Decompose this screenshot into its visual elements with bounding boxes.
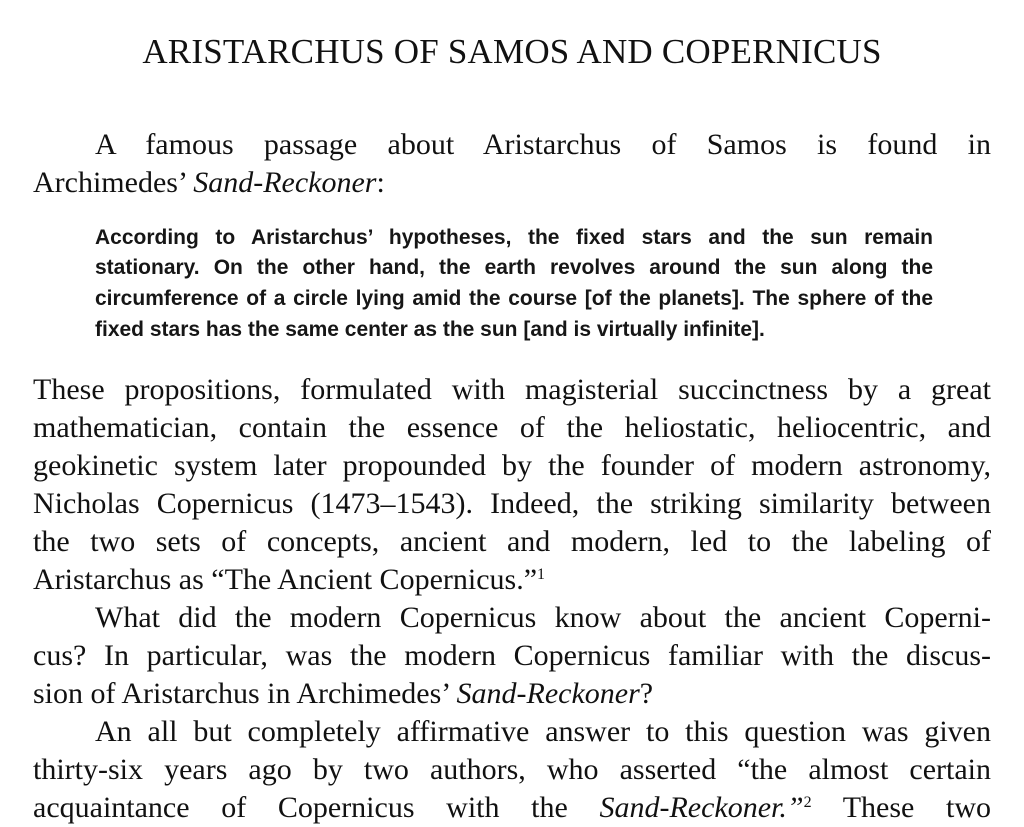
para3-end-text: These two bbox=[811, 791, 991, 824]
intro-work-title: Sand-Reckoner bbox=[193, 166, 377, 199]
quote-line-4: fixed stars has the same center as the sun [and is virtually infinite]. bbox=[95, 318, 765, 341]
footnote-marker-1: 1 bbox=[537, 566, 546, 583]
intro-line-1: A famous passage about Aristarchus of Samos is found in bbox=[95, 128, 991, 161]
para3-text: acquaintance of Copernicus with the bbox=[33, 791, 568, 824]
intro-text: Archimedes’ bbox=[33, 166, 186, 199]
quote-line-2: stationary. On the other hand, the earth revolves around the sun along the bbox=[95, 256, 933, 279]
para2-work-title: Sand-Reckoner bbox=[456, 677, 640, 710]
quote-line-3: circumference of a circle lying amid the course [of the planets]. The sphere of the bbox=[95, 287, 933, 310]
footnote-marker-2: 2 bbox=[803, 794, 812, 811]
para2-line-3 bbox=[33, 675, 991, 713]
para2-line-1: What did the modern Copernicus know about the ancient Coperni- bbox=[95, 601, 991, 634]
para2-text: sion of Aristarchus in Archimedes’ bbox=[33, 677, 450, 710]
para1-line-5: the two sets of concepts, ancient and modern, led to the labeling of bbox=[33, 525, 991, 558]
intro-line-2 bbox=[33, 164, 991, 202]
chapter-title: ARISTARCHUS OF SAMOS AND COPERNICUS bbox=[142, 32, 882, 71]
intro-colon: : bbox=[376, 166, 385, 199]
para3-line-2: thirty-six years ago by two authors, who asserted “the almost certain bbox=[33, 753, 991, 786]
para1-line-3: geokinetic system later propounded by the founder of modern astronomy, bbox=[33, 449, 991, 482]
para1-last-text: Aristarchus as “The Ancient Copernicus.” bbox=[33, 563, 538, 596]
para1-line-2: mathematician, contain the essence of the heliostatic, heliocentric, and bbox=[33, 411, 991, 444]
para3-work-title: Sand-Reckoner.” bbox=[599, 791, 804, 824]
para1-line-1: These propositions, formulated with magisterial succinctness by a great bbox=[33, 373, 991, 406]
para2-question-mark: ? bbox=[639, 677, 654, 710]
para1-line-6 bbox=[33, 561, 991, 599]
para3-line-3 bbox=[33, 789, 991, 827]
para3-line-1: An all but completely affirmative answer to this question was given bbox=[95, 715, 991, 748]
quote-line-1: According to Aristarchus’ hypotheses, the fixed stars and the sun remain bbox=[95, 226, 933, 249]
para1-line-4: Nicholas Copernicus (1473–1543). Indeed, the striking similarity between bbox=[33, 487, 991, 520]
para2-line-2: cus? In particular, was the modern Copernicus familiar with the discus- bbox=[33, 639, 991, 672]
